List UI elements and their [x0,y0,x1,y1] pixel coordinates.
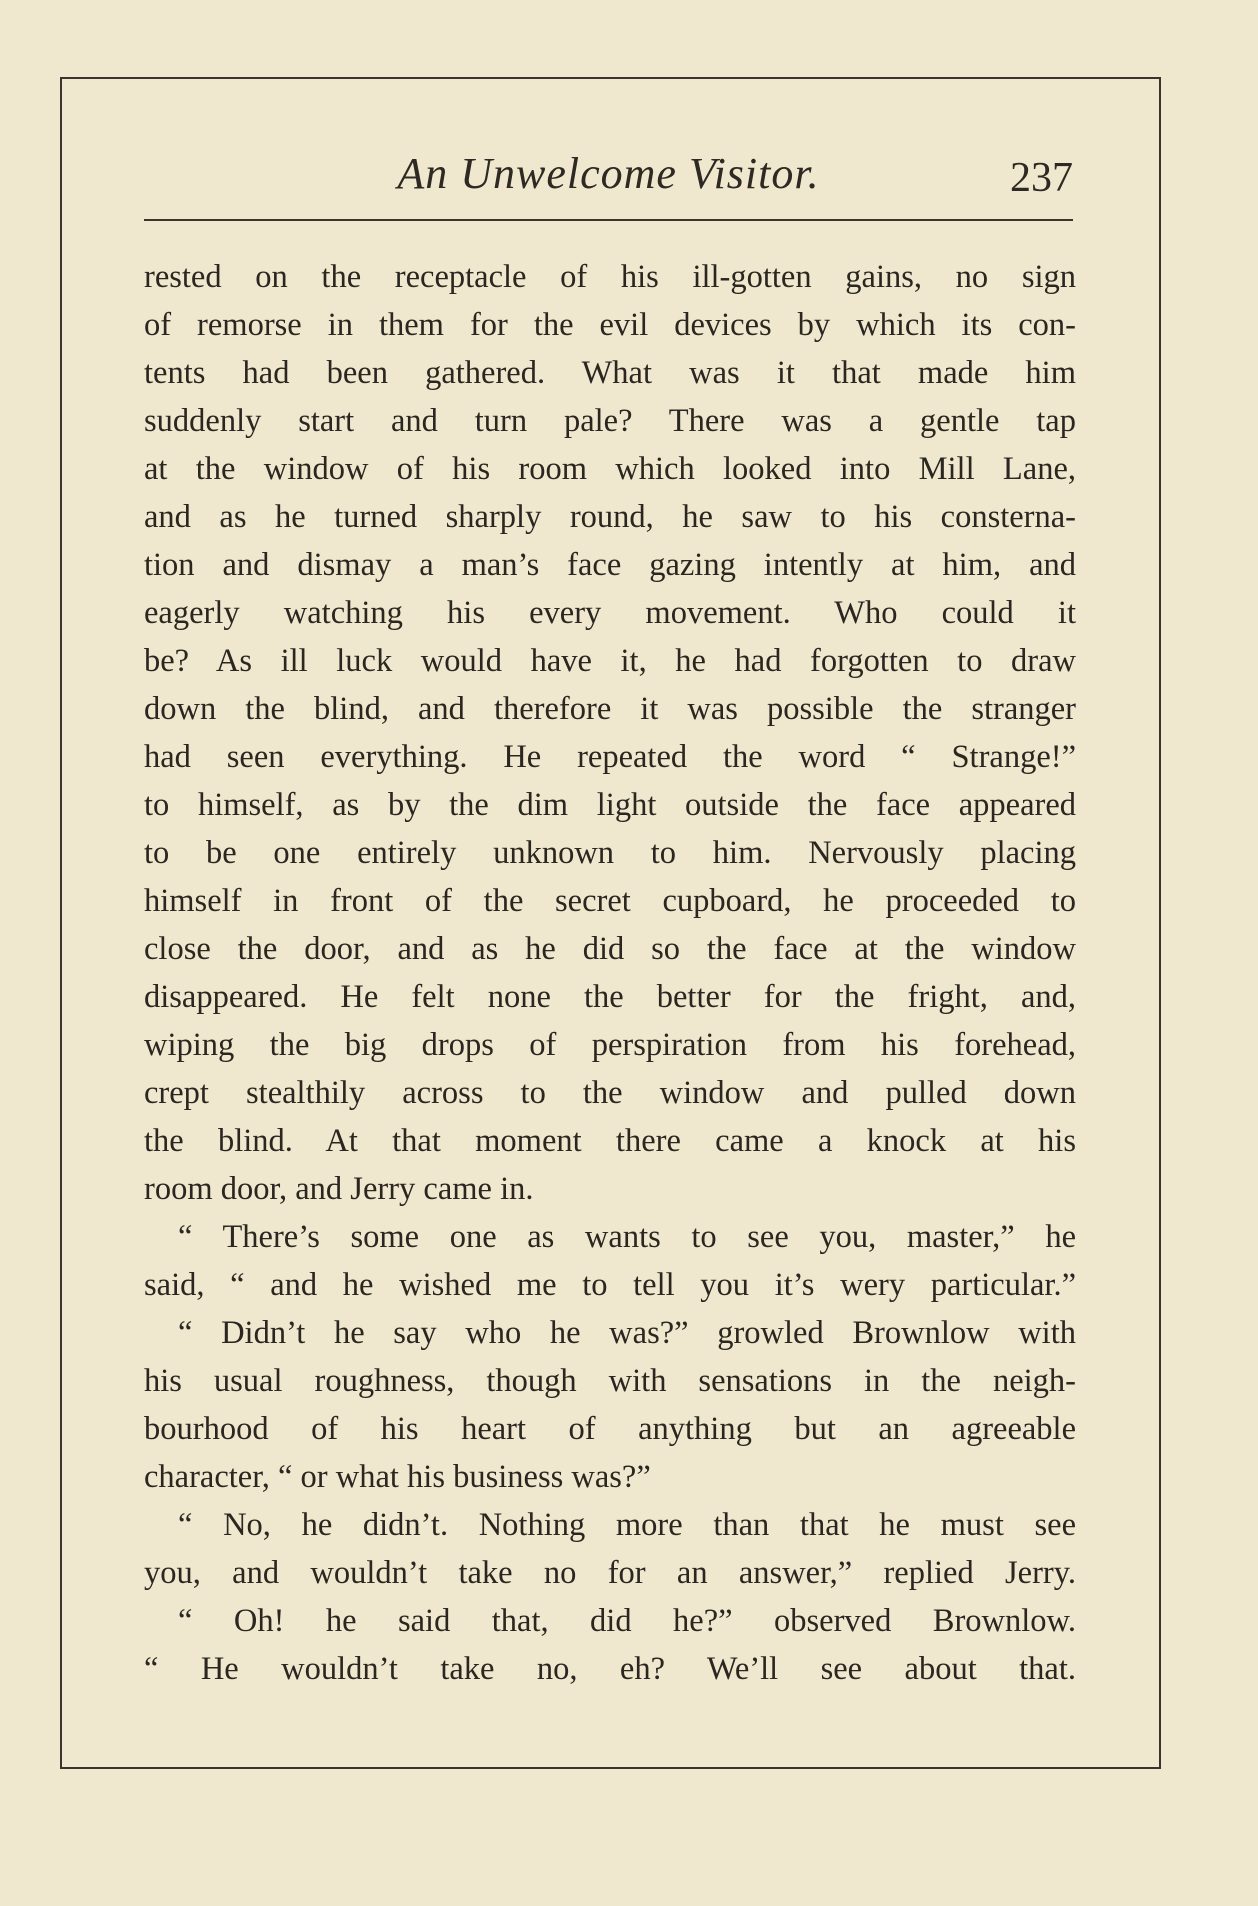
text-line: disappeared. He felt none the better for the fright, and, [144,979,1076,1015]
header-rule [144,219,1073,221]
text-line: said, “ and he wished me to tell you it’s wery particular.” [144,1267,1076,1303]
text-line: tents had been gathered. What was it that made him [144,355,1076,391]
text-line: the blind. At that moment there came a knock at his [144,1123,1076,1159]
chapter-title: An Unwelcome Visitor. [397,149,820,198]
text-line: eagerly watching his every movement. Who could it [144,595,1076,631]
text-line: his usual roughness, though with sensations in the neigh- [144,1363,1076,1399]
running-header [144,146,1073,220]
text-line: himself in front of the secret cupboard, he proceeded to [144,883,1076,919]
text-line: you, and wouldn’t take no for an answer,” replied Jerry. [144,1555,1076,1591]
text-line: character, “ or what his business was?” [144,1459,651,1495]
text-line: room door, and Jerry came in. [144,1171,534,1207]
text-line: “ There’s some one as wants to see you, master,” he [178,1219,1076,1255]
text-line: wiping the big drops of perspiration from his forehead, [144,1027,1076,1063]
text-line: suddenly start and turn pale? There was a gentle tap [144,403,1076,439]
text-line: “ He wouldn’t take no, eh? We’ll see about that. [144,1651,1076,1687]
text-line: rested on the receptacle of his ill-gotten gains, no sign [144,259,1076,295]
text-line: “ No, he didn’t. Nothing more than that he must see [178,1507,1076,1543]
text-line: and as he turned sharply round, he saw to his consterna- [144,499,1076,535]
text-line: down the blind, and therefore it was possible the stranger [144,691,1076,727]
page-number: 237 [1010,155,1073,201]
text-line: to himself, as by the dim light outside the face appeared [144,787,1076,823]
body-text [144,253,1076,1693]
text-line: close the door, and as he did so the face at the window [144,931,1076,967]
text-line: tion and dismay a man’s face gazing intently at him, and [144,547,1076,583]
text-line: at the window of his room which looked into Mill Lane, [144,451,1076,487]
text-line: had seen everything. He repeated the word “ Strange!” [144,739,1076,775]
text-line: to be one entirely unknown to him. Nervously placing [144,835,1076,871]
text-line: be? As ill luck would have it, he had forgotten to draw [144,643,1076,679]
text-line: bourhood of his heart of anything but an agreeable [144,1411,1076,1447]
text-line: of remorse in them for the evil devices by which its con- [144,307,1076,343]
text-line: “ Oh! he said that, did he?” observed Brownlow. [178,1603,1076,1639]
text-line: crept stealthily across to the window and pulled down [144,1075,1076,1111]
text-line: “ Didn’t he say who he was?” growled Brownlow with [178,1315,1076,1351]
